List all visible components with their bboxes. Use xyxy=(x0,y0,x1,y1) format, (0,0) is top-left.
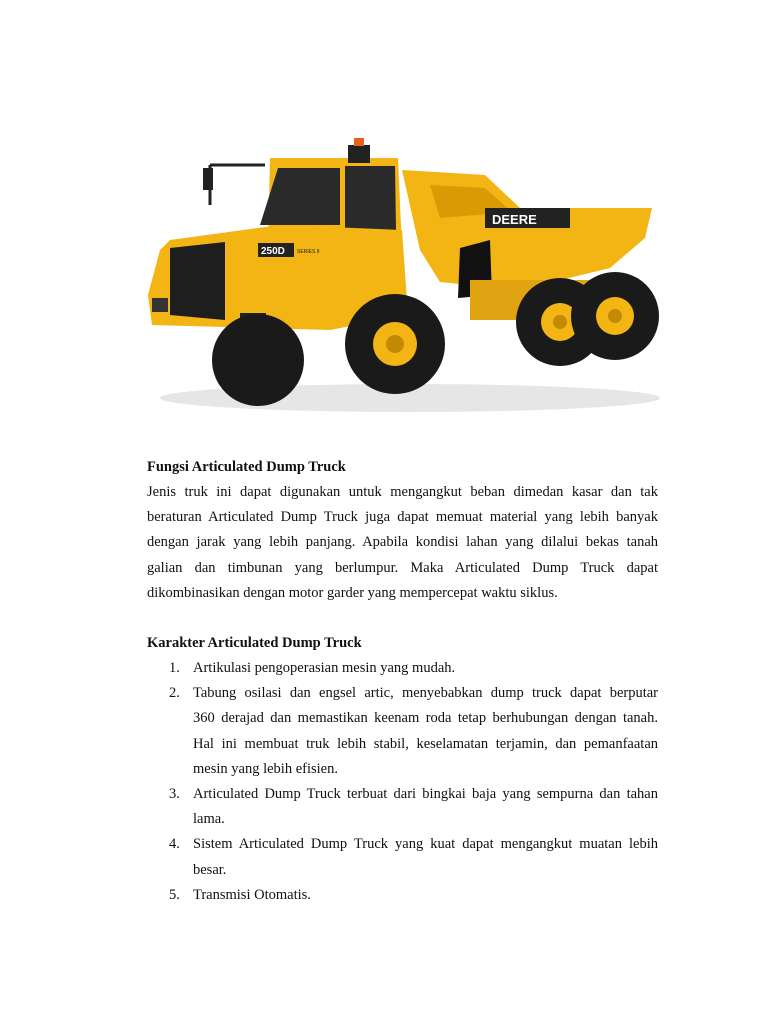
section-title-karakter: Karakter Articulated Dump Truck xyxy=(147,635,362,651)
paragraph-line: galian dan timbunan yang berlumpur. Maka Articulated Dump Truck dapat xyxy=(147,559,658,576)
list-item xyxy=(147,656,658,681)
paragraph-line: Jenis truk ini dapat digunakan untuk mengangkut beban dimedan kasar dan tak xyxy=(147,484,658,500)
list-item-line: Hal ini membuat truk lebih stabil, keselamatan terjamin, dan pemanfaatan xyxy=(193,735,658,752)
list-number: 1. xyxy=(169,660,180,676)
list-item xyxy=(147,782,658,832)
svg-text:250D: 250D xyxy=(261,246,285,257)
fungsi-paragraph xyxy=(147,480,658,606)
paragraph-line: beraturan Articulated Dump Truck juga dapat memuat material yang lebih banyak xyxy=(147,509,658,526)
svg-text:DEERE: DEERE xyxy=(492,212,537,227)
paragraph-line: dengan jarak yang lebih panjang. Apabila kondisi lahan yang dilalui bekas tanah xyxy=(147,534,658,551)
list-item-line: Artikulasi pengoperasian mesin yang mudah. xyxy=(193,660,456,676)
list-number: 3. xyxy=(169,785,180,802)
section-title-fungsi: Fungsi Articulated Dump Truck xyxy=(147,459,346,475)
list-item-line: Sistem Articulated Dump Truck yang kuat dapat mengangkut muatan lebih xyxy=(193,836,658,853)
list-number: 2. xyxy=(169,685,180,702)
list-item-line: 360 derajad dan memastikan keenam roda tetap berhubungan dengan tanah. xyxy=(193,710,658,727)
list-item xyxy=(147,681,658,782)
articulated-dump-truck-image xyxy=(140,130,660,420)
list-item-line: Transmisi Otomatis. xyxy=(193,886,311,903)
list-number: 4. xyxy=(169,836,180,853)
svg-text:SERIES II: SERIES II xyxy=(297,249,320,255)
list-number: 5. xyxy=(169,886,180,903)
list-item-line: Articulated Dump Truck terbuat dari bingkai baja yang sempurna dan tahan xyxy=(193,785,658,802)
list-item-line: mesin yang lebih efisien. xyxy=(193,760,338,777)
list-item-line: lama. xyxy=(193,811,225,828)
paragraph-line: dikombinasikan dengan motor garder yang mempercepat waktu siklus. xyxy=(147,584,558,601)
list-item xyxy=(147,883,658,908)
list-item xyxy=(147,832,658,882)
karakter-list xyxy=(147,656,658,908)
list-item-line: besar. xyxy=(193,861,227,878)
list-item-line: Tabung osilasi dan engsel artic, menyebabkan dump truck dapat berputar xyxy=(193,685,658,702)
